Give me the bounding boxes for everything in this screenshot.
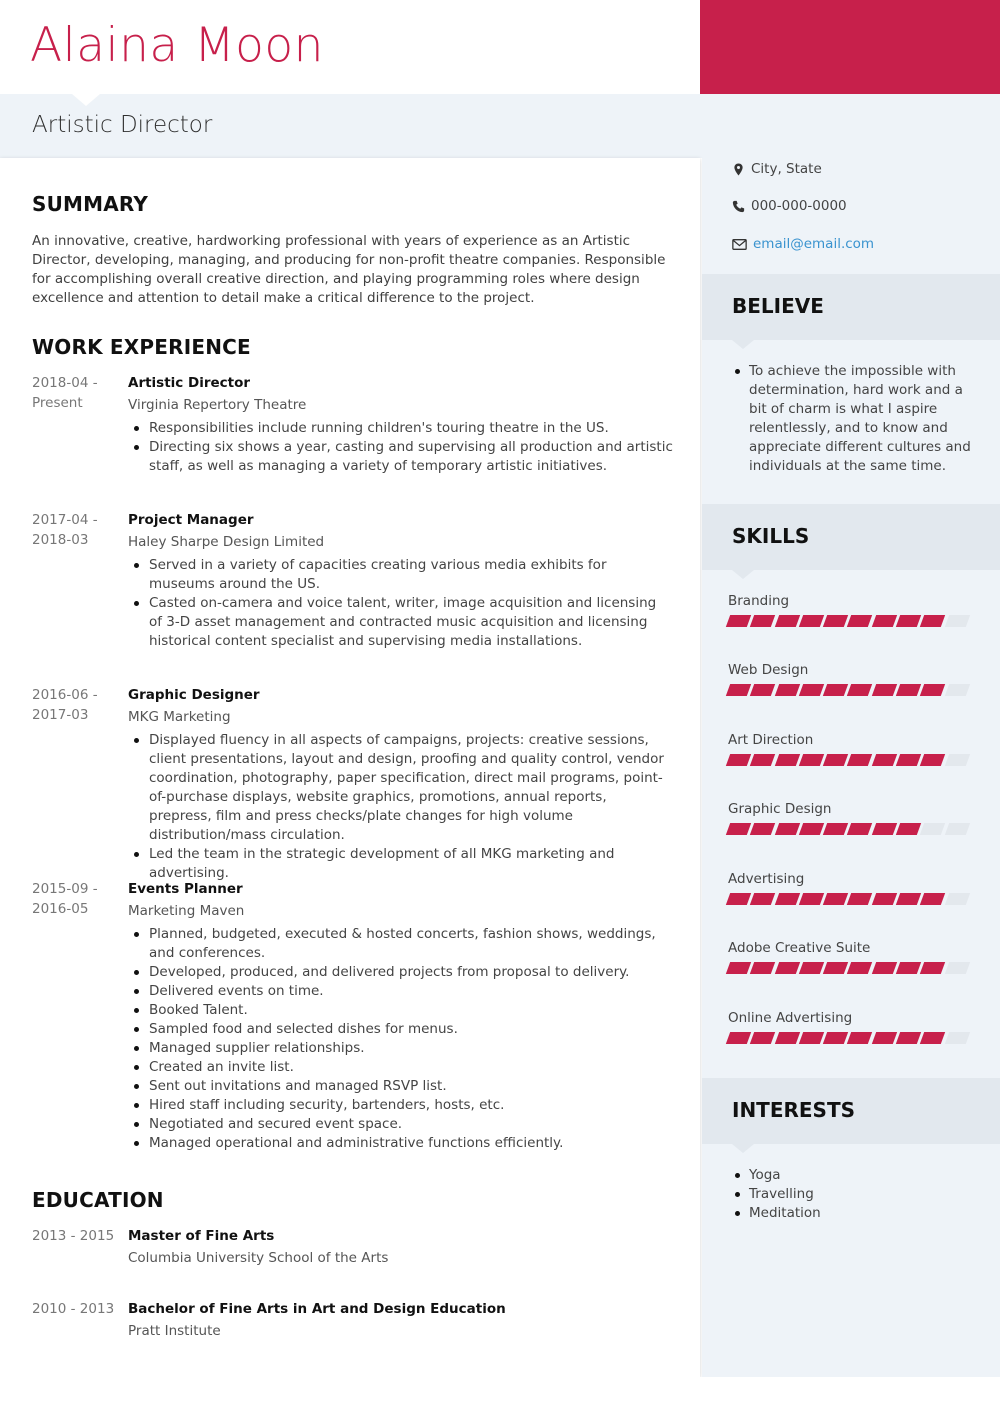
title-notch bbox=[72, 94, 100, 106]
interests-notch bbox=[732, 1144, 754, 1153]
job-role: Project Manager bbox=[128, 512, 254, 528]
email-link[interactable]: email@email.com bbox=[753, 236, 875, 252]
skill-rating-segment bbox=[944, 823, 969, 835]
skill-rating-segment bbox=[726, 684, 751, 696]
list-item: Responsibilities include running children's touring theatre in the US. bbox=[128, 419, 673, 438]
skill-rating-segment bbox=[944, 754, 969, 766]
skill-rating-segment bbox=[847, 615, 872, 627]
skill-rating-segment bbox=[750, 823, 775, 835]
skill-item bbox=[728, 870, 972, 905]
contact-email[interactable] bbox=[732, 236, 874, 252]
page-bottom bbox=[0, 1377, 1000, 1410]
skill-rating-segment bbox=[726, 615, 751, 627]
skill-name: Art Direction bbox=[728, 732, 814, 748]
skill-rating-segment bbox=[799, 962, 824, 974]
skill-rating-segment bbox=[799, 615, 824, 627]
skill-rating-segment bbox=[750, 754, 775, 766]
skill-rating-segment bbox=[799, 1032, 824, 1044]
skill-rating-bar bbox=[728, 1032, 972, 1044]
list-item: Casted on-camera and voice talent, writer, image acquisition and licensing of 3-D asset management and contracted music acquisition and licensing historical content specialist and supervising media installations. bbox=[128, 594, 673, 651]
skill-item bbox=[728, 731, 972, 766]
skill-rating-segment bbox=[920, 684, 945, 696]
education-dates: 2013 - 2015 bbox=[32, 1228, 115, 1244]
skill-rating-segment bbox=[847, 1032, 872, 1044]
school: Columbia University School of the Arts bbox=[128, 1250, 389, 1266]
job-role: Events Planner bbox=[128, 881, 243, 897]
list-item: Sent out invitations and managed RSVP list. bbox=[128, 1077, 673, 1096]
skill-rating-segment bbox=[896, 684, 921, 696]
skill-rating-segment bbox=[799, 893, 824, 905]
summary-text: An innovative, creative, hardworking professional with years of experience as an Artistic Director, developing, managing, and producing for non-profit theatre companies. Responsible for accomplishing overall creative direction, and playing programming roles where design excellence and attention to detail make a critical difference to the project. bbox=[32, 233, 666, 306]
skill-rating-segment bbox=[726, 823, 751, 835]
contact-location bbox=[732, 161, 822, 177]
education-heading: EDUCATION bbox=[32, 1188, 164, 1212]
skill-rating-segment bbox=[823, 962, 848, 974]
envelope-icon bbox=[732, 238, 747, 251]
skill-rating-segment bbox=[872, 754, 897, 766]
believe-heading: BELIEVE bbox=[732, 294, 824, 318]
skill-rating-segment bbox=[750, 962, 775, 974]
skill-rating-segment bbox=[872, 684, 897, 696]
skill-rating-segment bbox=[944, 962, 969, 974]
skill-rating-segment bbox=[872, 893, 897, 905]
list-item: Hired staff including security, bartenders, hosts, etc. bbox=[128, 1096, 673, 1115]
skill-rating-segment bbox=[920, 962, 945, 974]
candidate-name: Alaina Moon bbox=[30, 18, 324, 73]
skill-rating-segment bbox=[799, 823, 824, 835]
employer: Marketing Maven bbox=[128, 903, 245, 919]
list-item: Meditation bbox=[732, 1204, 972, 1223]
list-item: Negotiated and secured event space. bbox=[128, 1115, 673, 1134]
date-end: Present bbox=[32, 394, 83, 411]
skill-rating-segment bbox=[896, 754, 921, 766]
education-dates: 2010 - 2013 bbox=[32, 1301, 115, 1317]
phone-icon bbox=[732, 200, 745, 213]
skill-rating-segment bbox=[896, 893, 921, 905]
skill-rating-segment bbox=[872, 1032, 897, 1044]
work-dates bbox=[32, 511, 122, 550]
date-end: 2017-03 bbox=[32, 706, 89, 723]
skill-rating-segment bbox=[774, 1032, 799, 1044]
date-end: 2016-05 bbox=[32, 900, 89, 917]
skill-rating-bar bbox=[728, 962, 972, 974]
interests-list bbox=[732, 1166, 972, 1223]
degree: Bachelor of Fine Arts in Art and Design Education bbox=[128, 1301, 506, 1317]
skill-rating-segment bbox=[847, 684, 872, 696]
work-experience-heading: WORK EXPERIENCE bbox=[32, 335, 251, 359]
skill-name: Advertising bbox=[728, 871, 805, 887]
date-end: 2018-03 bbox=[32, 531, 89, 548]
list-item: Served in a variety of capacities creating various media exhibits for museums around the US. bbox=[128, 556, 673, 594]
skill-rating-segment bbox=[774, 823, 799, 835]
job-role: Graphic Designer bbox=[128, 687, 260, 703]
skill-rating-segment bbox=[944, 615, 969, 627]
list-item: Directing six shows a year, casting and supervising all production and artistic staff, as well as managing a variety of temporary artistic initiatives. bbox=[128, 438, 673, 476]
interests-heading: INTERESTS bbox=[732, 1098, 855, 1122]
skill-name: Branding bbox=[728, 593, 790, 609]
skill-item bbox=[728, 800, 972, 835]
skill-rating-segment bbox=[774, 684, 799, 696]
skill-rating-segment bbox=[872, 615, 897, 627]
job-role: Artistic Director bbox=[128, 375, 251, 391]
believe-notch bbox=[732, 340, 754, 349]
skills-heading: SKILLS bbox=[732, 524, 810, 548]
skill-rating-bar bbox=[728, 684, 972, 696]
skill-rating-bar bbox=[728, 754, 972, 766]
skill-rating-bar bbox=[728, 823, 972, 835]
skill-rating-segment bbox=[726, 893, 751, 905]
believe-list bbox=[732, 362, 972, 476]
skill-rating-segment bbox=[847, 823, 872, 835]
skill-rating-segment bbox=[823, 1032, 848, 1044]
skill-rating-segment bbox=[823, 754, 848, 766]
skill-rating-segment bbox=[847, 893, 872, 905]
skill-rating-segment bbox=[847, 754, 872, 766]
job-title: Artistic Director bbox=[32, 112, 213, 138]
skills-heading-band bbox=[702, 504, 1000, 570]
date-start: 2017-04 - bbox=[32, 512, 98, 528]
list-item: Managed supplier relationships. bbox=[128, 1039, 673, 1058]
map-pin-icon bbox=[732, 163, 745, 176]
skill-rating-segment bbox=[750, 684, 775, 696]
contact-phone bbox=[732, 198, 847, 214]
skill-name: Online Advertising bbox=[728, 1010, 853, 1026]
skill-rating-segment bbox=[726, 962, 751, 974]
skill-rating-segment bbox=[896, 823, 921, 835]
skill-rating-bar bbox=[728, 893, 972, 905]
skill-rating-segment bbox=[774, 962, 799, 974]
skill-rating-segment bbox=[823, 893, 848, 905]
skill-rating-segment bbox=[750, 893, 775, 905]
skill-rating-segment bbox=[920, 893, 945, 905]
date-start: 2018-04 - bbox=[32, 375, 98, 391]
skill-rating-segment bbox=[944, 1032, 969, 1044]
employer: MKG Marketing bbox=[128, 709, 231, 725]
skill-name: Web Design bbox=[728, 662, 809, 678]
work-dates bbox=[32, 374, 122, 413]
degree: Master of Fine Arts bbox=[128, 1228, 275, 1244]
skill-rating-segment bbox=[896, 615, 921, 627]
skill-rating-segment bbox=[920, 1032, 945, 1044]
skill-rating-segment bbox=[823, 684, 848, 696]
skill-rating-segment bbox=[847, 962, 872, 974]
skill-rating-segment bbox=[920, 754, 945, 766]
skill-rating-segment bbox=[799, 754, 824, 766]
list-item: Managed operational and administrative functions efficiently. bbox=[128, 1134, 673, 1153]
list-item: To achieve the impossible with determination, hard work and a bit of charm is what I aspire relentlessly, and to know and appreciate different cultures and individuals at the same time. bbox=[732, 362, 972, 476]
skill-name: Adobe Creative Suite bbox=[728, 940, 871, 956]
skill-item bbox=[728, 1009, 972, 1044]
work-dates bbox=[32, 686, 122, 725]
skill-rating-segment bbox=[872, 962, 897, 974]
skill-rating-bar bbox=[728, 615, 972, 627]
list-item: Travelling bbox=[732, 1185, 972, 1204]
skill-rating-segment bbox=[774, 615, 799, 627]
skill-item bbox=[728, 661, 972, 696]
skill-rating-segment bbox=[750, 615, 775, 627]
skill-rating-segment bbox=[726, 1032, 751, 1044]
believe-heading-band bbox=[702, 274, 1000, 340]
list-item: Sampled food and selected dishes for menus. bbox=[128, 1020, 673, 1039]
location-text: City, State bbox=[751, 161, 822, 177]
list-item: Displayed fluency in all aspects of campaigns, projects: creative sessions, client presentations, layout and design, proofing and quality control, vendor coordination, photography, paper specification, direct mail programs, point-of-purchase displays, website graphics, promotions, annual reports, prepress, film and press checks/plate changes for high volume distribution/mass circulation. bbox=[128, 731, 673, 845]
list-item: Led the team in the strategic development of all MKG marketing and advertising. bbox=[128, 845, 673, 883]
list-item: Booked Talent. bbox=[128, 1001, 673, 1020]
date-start: 2015-09 - bbox=[32, 881, 98, 897]
list-item: Delivered events on time. bbox=[128, 982, 673, 1001]
phone-text: 000-000-0000 bbox=[751, 198, 847, 214]
date-start: 2016-06 - bbox=[32, 687, 98, 703]
skill-rating-segment bbox=[920, 823, 945, 835]
skill-rating-segment bbox=[872, 823, 897, 835]
skill-item bbox=[728, 939, 972, 974]
work-dates bbox=[32, 880, 122, 919]
skill-rating-segment bbox=[774, 893, 799, 905]
skills-notch bbox=[732, 570, 754, 579]
skill-rating-segment bbox=[896, 962, 921, 974]
header-accent-block bbox=[700, 0, 1000, 94]
list-item: Developed, produced, and delivered projects from proposal to delivery. bbox=[128, 963, 673, 982]
skill-rating-segment bbox=[944, 893, 969, 905]
skill-rating-segment bbox=[750, 1032, 775, 1044]
skill-rating-segment bbox=[799, 684, 824, 696]
skill-item bbox=[728, 592, 972, 627]
interests-heading-band bbox=[702, 1078, 1000, 1144]
skill-rating-segment bbox=[944, 684, 969, 696]
skill-rating-segment bbox=[896, 1032, 921, 1044]
employer: Haley Sharpe Design Limited bbox=[128, 534, 325, 550]
list-item: Created an invite list. bbox=[128, 1058, 673, 1077]
skill-rating-segment bbox=[823, 615, 848, 627]
summary-heading: SUMMARY bbox=[32, 192, 149, 216]
skill-rating-segment bbox=[920, 615, 945, 627]
skill-rating-segment bbox=[823, 823, 848, 835]
skill-name: Graphic Design bbox=[728, 801, 832, 817]
skill-rating-segment bbox=[726, 754, 751, 766]
list-item: Yoga bbox=[732, 1166, 972, 1185]
skill-rating-segment bbox=[774, 754, 799, 766]
list-item: Planned, budgeted, executed & hosted concerts, fashion shows, weddings, and conferences. bbox=[128, 925, 673, 963]
employer: Virginia Repertory Theatre bbox=[128, 397, 307, 413]
school: Pratt Institute bbox=[128, 1323, 221, 1339]
